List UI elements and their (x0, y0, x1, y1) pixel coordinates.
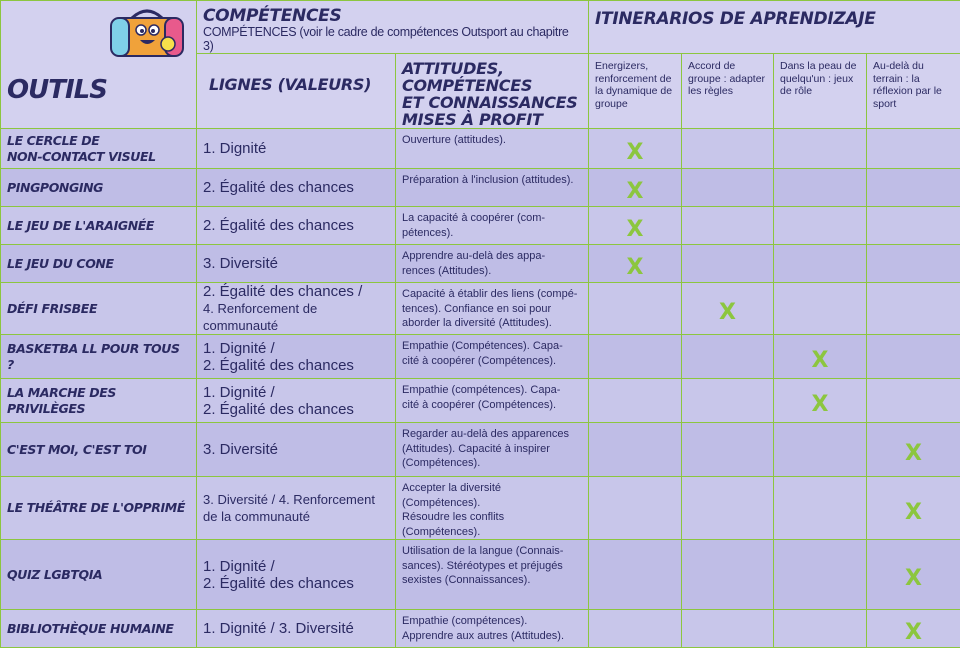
attitudes-cell (396, 335, 589, 379)
itinerary-mark-cell (682, 283, 774, 335)
itin-col-energizers: Energizers, renforcement de la dynamique de groupe (589, 54, 682, 129)
itinerary-mark-cell (867, 423, 960, 477)
attitudes-line2: tences). Confiance en soi pour (402, 302, 582, 317)
attitudes-line1: Utilisation de la langue (Connais- (402, 544, 582, 559)
line-value-line1: 1. Dignité / (203, 384, 389, 401)
itinerary-mark-cell (589, 129, 682, 169)
tool-name (1, 129, 197, 169)
itinerary-mark-cell (589, 379, 682, 423)
itinerary-mark-cell (682, 540, 774, 610)
line-value (197, 335, 396, 379)
itinerary-mark-cell (867, 477, 960, 540)
itinerary-mark-cell (589, 207, 682, 245)
table-row (1, 423, 960, 477)
itinerary-mark-cell (589, 335, 682, 379)
itinerary-mark-cell (589, 169, 682, 207)
check-mark: X (627, 179, 644, 204)
lignes-header: LIGNES (VALEURS) (197, 54, 396, 129)
tool-name-line1: DÉFI FRISBEE (7, 301, 190, 317)
itinerary-mark-cell (682, 335, 774, 379)
competences-header (197, 1, 589, 54)
tool-name-line1: LE JEU DE L'ARAIGNÉE (7, 218, 190, 234)
attitudes-line2: Résoudre les conflits (Compétences). (402, 510, 582, 539)
attitudes-line1: Préparation à l'inclusion (attitudes). (402, 173, 582, 188)
line-value-line1: 2. Égalité des chances (203, 179, 389, 196)
line-value-line1: 3. Diversité (203, 441, 389, 458)
line-value (197, 477, 396, 540)
attitudes-cell (396, 129, 589, 169)
itinerary-mark-cell (682, 129, 774, 169)
table-row (1, 477, 960, 540)
tool-name (1, 245, 197, 283)
itinerary-mark-cell (589, 245, 682, 283)
tool-name-line1: BIBLIOTHÈQUE HUMAINE (7, 621, 190, 637)
tool-name (1, 610, 197, 648)
line-value (197, 207, 396, 245)
attitudes-cell (396, 477, 589, 540)
itin-col-accord: Accord de groupe : adapter les règles (682, 54, 774, 129)
check-mark: X (627, 217, 644, 242)
check-mark: X (905, 500, 922, 525)
line-value-line1: 2. Égalité des chances (203, 217, 389, 234)
itinerary-mark-cell (867, 379, 960, 423)
line-value (197, 129, 396, 169)
attitudes-line1: Empathie (compétences). (402, 614, 582, 629)
check-mark: X (905, 441, 922, 466)
attitudes-cell (396, 379, 589, 423)
tool-name (1, 335, 197, 379)
tool-name-line1: LA MARCHE DES PRIVILÈGES (7, 385, 190, 417)
itinerary-mark-cell (682, 423, 774, 477)
line-value-line2: 2. Égalité des chances (203, 401, 389, 418)
attitudes-cell (396, 245, 589, 283)
itinerary-mark-cell (774, 540, 867, 610)
attitudes-line2: (Attitudes). Capacité à inspirer (402, 442, 582, 457)
line-value (197, 169, 396, 207)
check-mark: X (812, 392, 829, 417)
attitudes-header-line1: ATTITUDES, COMPÉTENCES (402, 60, 582, 94)
tool-name-line1: LE THÉÂTRE DE L'OPPRIMÉ (7, 500, 190, 516)
itinerary-mark-cell (774, 423, 867, 477)
itinerary-mark-cell (682, 379, 774, 423)
attitudes-line2: cité à coopérer (Compétences). (402, 354, 582, 369)
attitudes-line1: Apprendre au-delà des appa- (402, 249, 582, 264)
attitudes-header-line2: ET CONNAISSANCES (402, 94, 582, 111)
table-row (1, 169, 960, 207)
attitudes-line3: aborder la diversité (Attitudes). (402, 316, 582, 331)
itinerary-mark-cell (867, 169, 960, 207)
tool-name-line1: LE CERCLE DE (7, 133, 190, 149)
check-mark: X (719, 300, 736, 325)
attitudes-line1: La capacité à coopérer (com- (402, 211, 582, 226)
attitudes-cell (396, 283, 589, 335)
line-value-line2: de la communauté (203, 508, 389, 525)
tool-name-line2: NON-CONTACT VISUEL (7, 149, 190, 165)
itinerary-mark-cell (867, 245, 960, 283)
itineraires-header: ITINERARIOS DE APRENDIZAJE (589, 1, 960, 54)
itinerary-mark-cell (682, 477, 774, 540)
competences-subtitle: COMPÉTENCES (voir le cadre de compétences Outsport au chapitre 3) (203, 25, 582, 53)
line-value (197, 540, 396, 610)
rows-body (1, 129, 960, 648)
line-value-line1: 1. Dignité / (203, 340, 389, 357)
itinerary-mark-cell (589, 610, 682, 648)
table-row (1, 610, 960, 648)
attitudes-line1: Ouverture (attitudes). (402, 133, 582, 148)
line-value-line1: 3. Diversité / 4. Renforcement (203, 491, 389, 508)
table-row (1, 540, 960, 610)
attitudes-line2: pétences). (402, 226, 582, 241)
line-value-line1: 3. Diversité (203, 255, 389, 272)
competences-title: COMPÉTENCES (203, 7, 582, 25)
attitudes-cell (396, 610, 589, 648)
attitudes-line3: sexistes (Connaissances). (402, 573, 582, 588)
line-value (197, 423, 396, 477)
tool-name (1, 477, 197, 540)
attitudes-line3: (Compétences). (402, 456, 582, 471)
itinerary-mark-cell (589, 477, 682, 540)
line-value-line1: 1. Dignité / (203, 558, 389, 575)
tool-name (1, 423, 197, 477)
table-row (1, 245, 960, 283)
line-value (197, 283, 396, 335)
sports-bag-mascot-icon (108, 6, 186, 60)
line-value-line1: 1. Dignité (203, 140, 389, 157)
itinerary-mark-cell (774, 169, 867, 207)
itinerary-mark-cell (867, 335, 960, 379)
line-value-line1: 2. Égalité des chances / (203, 283, 389, 300)
line-value-line1: 1. Dignité / 3. Diversité (203, 620, 389, 637)
attitudes-line2: cité à coopérer (Compétences). (402, 398, 582, 413)
tool-name-line1: BASKETBA LL POUR TOUS ? (7, 341, 190, 373)
check-mark: X (905, 620, 922, 645)
itinerary-mark-cell (682, 207, 774, 245)
itinerary-mark-cell (774, 245, 867, 283)
table-row (1, 335, 960, 379)
attitudes-header (396, 54, 589, 129)
itinerary-mark-cell (682, 245, 774, 283)
tool-name-line1: C'EST MOI, C'EST TOI (7, 442, 190, 458)
attitudes-line2: rences (Attitudes). (402, 264, 582, 279)
attitudes-cell (396, 169, 589, 207)
check-mark: X (627, 140, 644, 165)
itinerary-mark-cell (774, 283, 867, 335)
line-value-line2: 2. Égalité des chances (203, 575, 389, 592)
table-row (1, 129, 960, 169)
itinerary-mark-cell (589, 540, 682, 610)
itinerary-mark-cell (867, 610, 960, 648)
attitudes-line1: Capacité à établir des liens (compé- (402, 287, 582, 302)
outils-header: OUTILS (1, 1, 197, 129)
table-row (1, 379, 960, 423)
check-mark: X (812, 348, 829, 373)
tool-name-line1: QUIZ LGBTQIA (7, 567, 190, 583)
itinerary-mark-cell (867, 129, 960, 169)
itin-col-reflexion: Au-delà du terrain : la réflexion par le sport (867, 54, 960, 129)
tool-name (1, 540, 197, 610)
itinerary-mark-cell (867, 283, 960, 335)
attitudes-line2: Apprendre aux autres (Attitudes). (402, 629, 582, 644)
tool-name (1, 283, 197, 335)
itinerary-mark-cell (774, 129, 867, 169)
itinerary-mark-cell (867, 207, 960, 245)
itinerary-mark-cell (774, 335, 867, 379)
attitudes-line1: Empathie (Compétences). Capa- (402, 339, 582, 354)
line-value (197, 379, 396, 423)
itinerary-mark-cell (774, 477, 867, 540)
tool-name (1, 169, 197, 207)
check-mark: X (627, 255, 644, 280)
itinerary-mark-cell (589, 283, 682, 335)
attitudes-line1: Empathie (compétences). Capa- (402, 383, 582, 398)
line-value-line2: 2. Égalité des chances (203, 357, 389, 374)
line-value (197, 610, 396, 648)
tool-name-line1: PINGPONGING (7, 180, 190, 196)
table-row (1, 207, 960, 245)
attitudes-cell (396, 423, 589, 477)
attitudes-header-line3: MISES À PROFIT (402, 111, 582, 128)
check-mark: X (905, 566, 922, 591)
tool-name-line1: LE JEU DU CONE (7, 256, 190, 272)
itinerary-mark-cell (589, 423, 682, 477)
attitudes-line2: sances). Stéréotypes et préjugés (402, 559, 582, 574)
itinerary-mark-cell (682, 169, 774, 207)
attitudes-cell (396, 540, 589, 610)
itin-col-role: Dans la peau de quelqu'un : jeux de rôle (774, 54, 867, 129)
attitudes-cell (396, 207, 589, 245)
line-value-line2: 4. Renforcement de communauté (203, 300, 389, 334)
itinerary-mark-cell (774, 207, 867, 245)
itinerary-mark-cell (774, 379, 867, 423)
tool-name (1, 207, 197, 245)
itinerary-mark-cell (774, 610, 867, 648)
attitudes-line1: Regarder au-delà des apparences (402, 427, 582, 442)
tool-name (1, 379, 197, 423)
itinerary-mark-cell (682, 610, 774, 648)
itinerary-mark-cell (867, 540, 960, 610)
line-value (197, 245, 396, 283)
table-row (1, 283, 960, 335)
attitudes-line1: Accepter la diversité (Compétences). (402, 481, 582, 510)
